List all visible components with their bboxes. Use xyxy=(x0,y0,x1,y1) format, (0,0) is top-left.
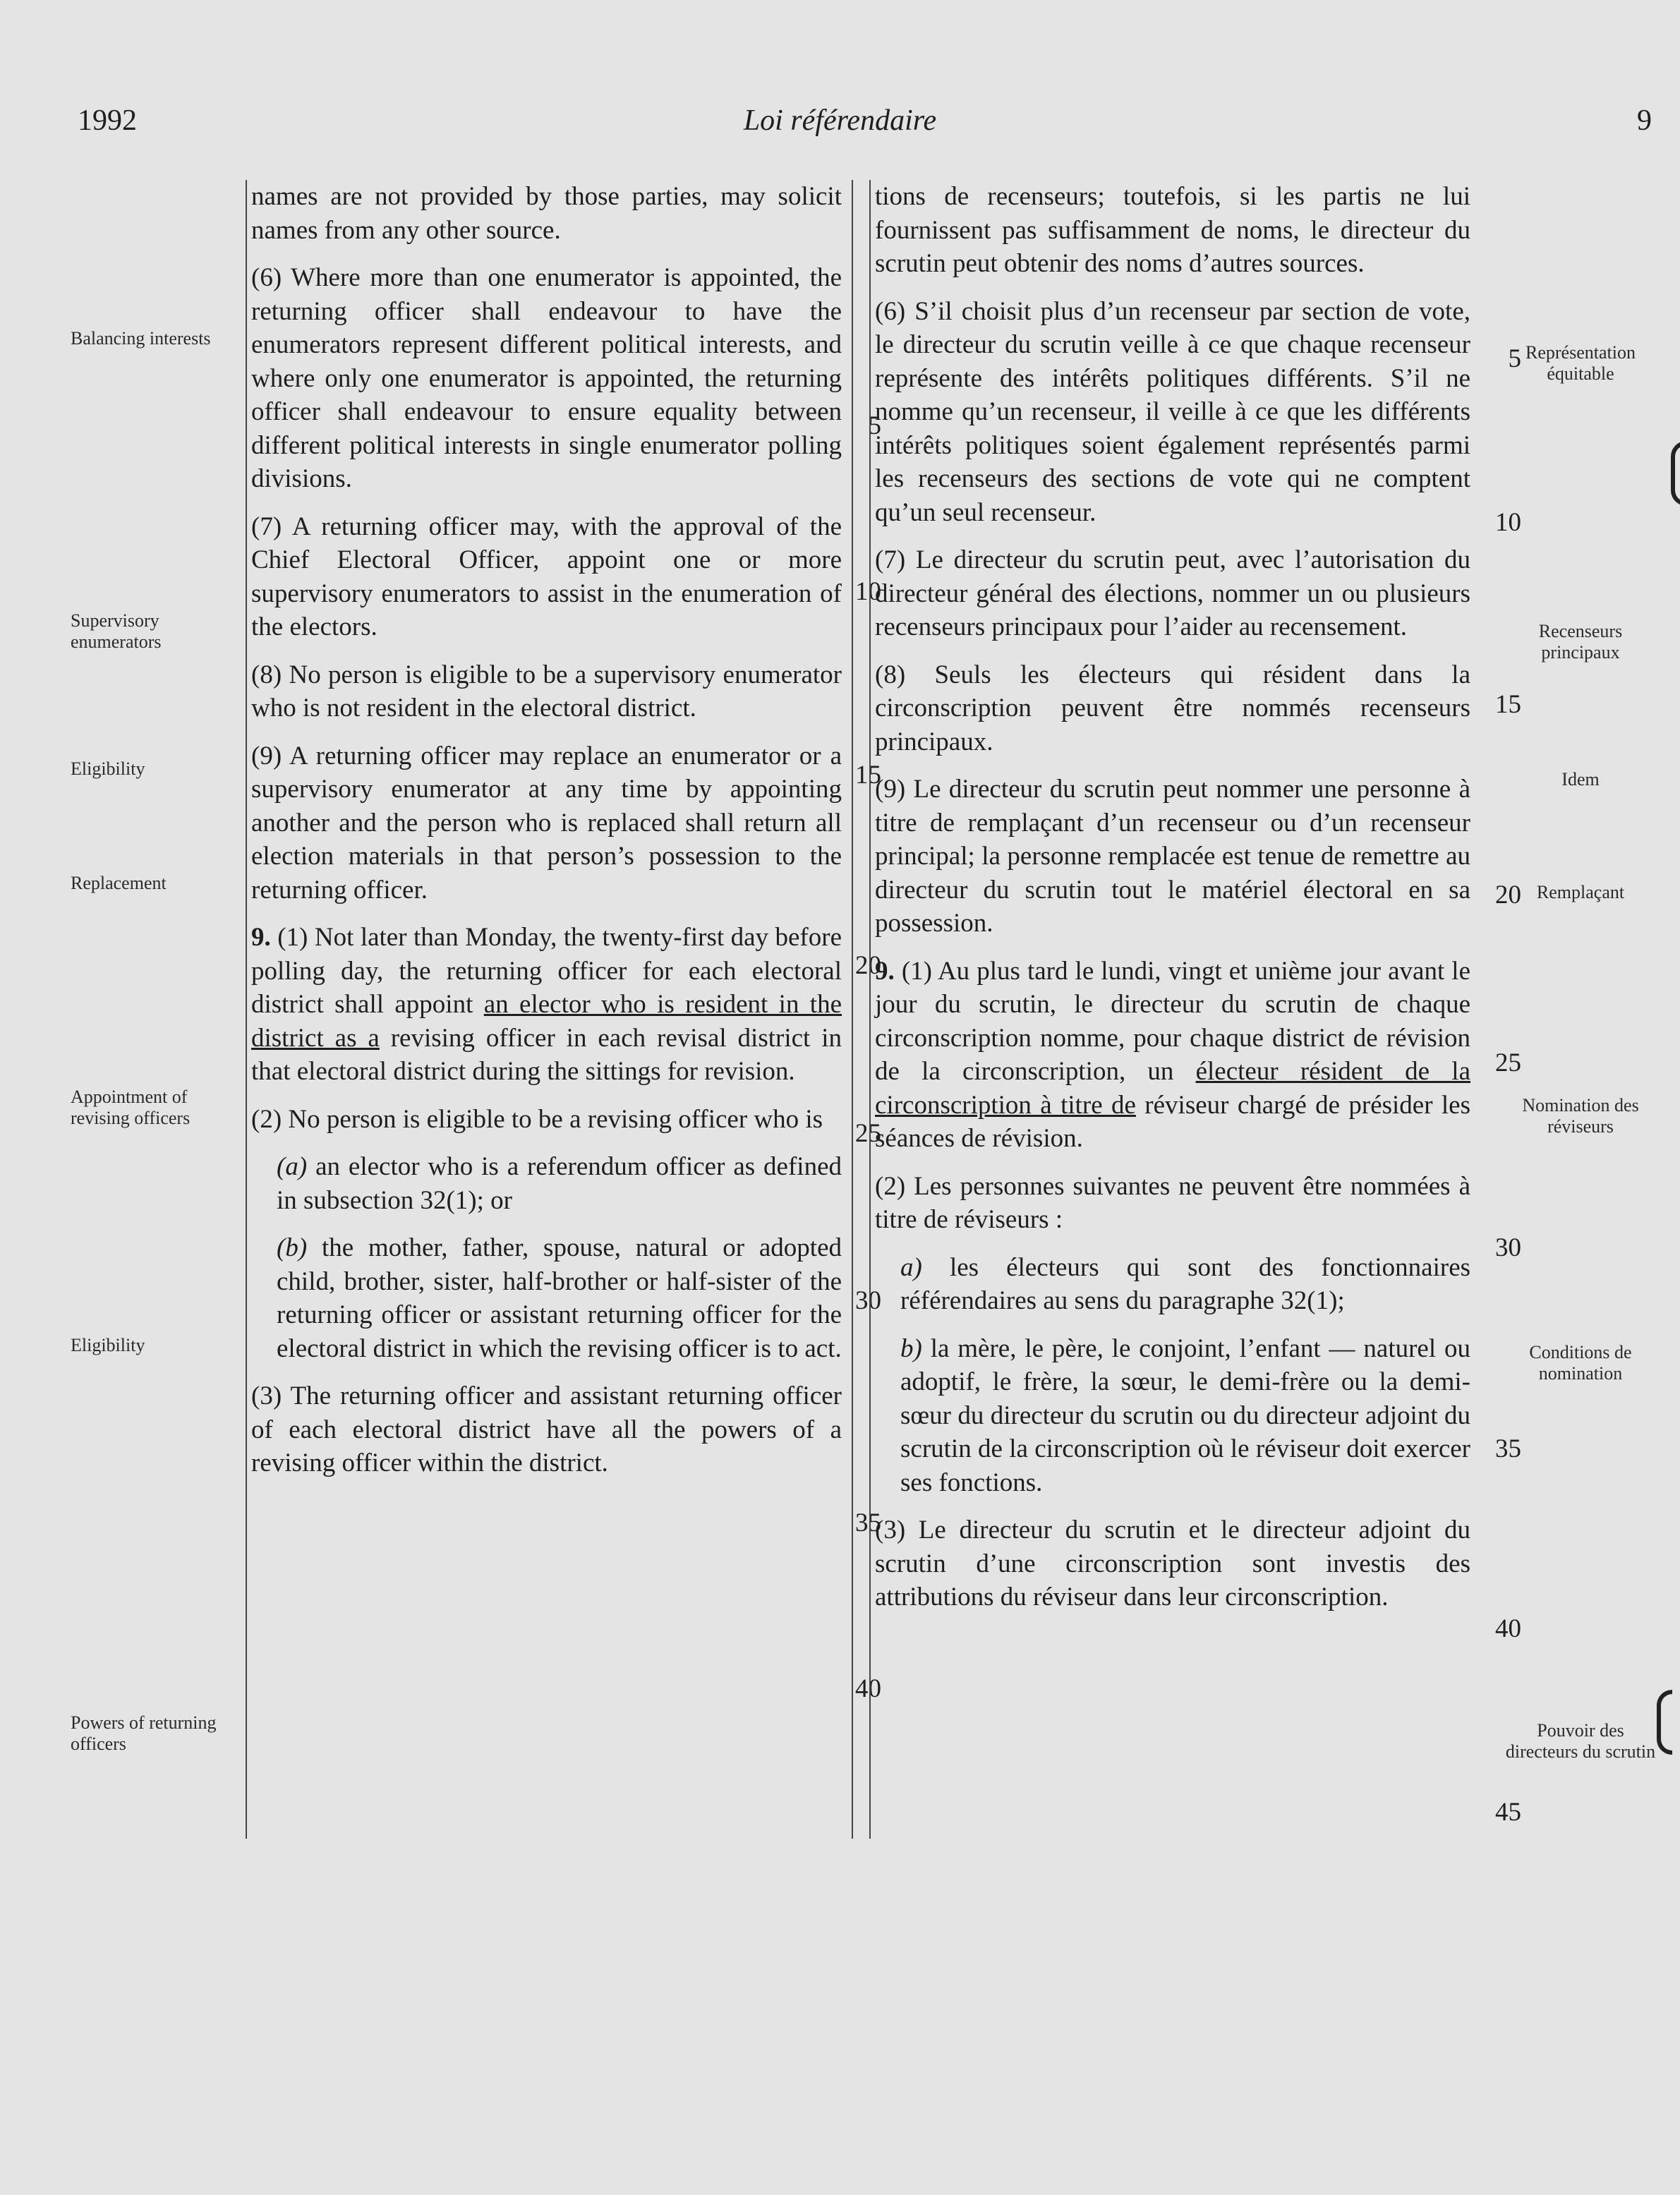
line-number-en-10: 10 xyxy=(855,577,881,606)
section-9-2-a-fr xyxy=(875,1251,1470,1318)
margin-note-pouvoir: Pouvoir des directeurs du scrutin xyxy=(1505,1720,1656,1762)
margin-note-balancing: Balancing interests xyxy=(71,328,211,349)
section-9-1-fr xyxy=(875,955,1470,1156)
margin-note-powers: Powers of returning officers xyxy=(71,1712,217,1754)
margin-note-eligibility-1: Eligibility xyxy=(71,758,145,779)
line-number-fr-35: 35 xyxy=(1495,1434,1521,1463)
margin-note-representation: Représentation équitable xyxy=(1525,342,1636,384)
paragraph-8-en: (8) No person is eligible to be a supervisory enumerator who is not resident in the electoral district. xyxy=(251,660,842,722)
english-column xyxy=(246,180,881,1839)
section-number-en: 9. xyxy=(251,923,271,952)
section-number-fr: 9. xyxy=(875,956,895,986)
paragraph-7-fr: (7) Le directeur du scrutin peut, avec l’autorisation du directeur général des élections, nommer un ou plusieurs recenseurs principaux pour l’aider au recensement. xyxy=(875,545,1470,641)
item-b-label-en: (b) xyxy=(277,1233,308,1262)
margin-note-appointment: Appointment of revising officers xyxy=(71,1087,191,1128)
item-a-text-fr: les électeurs qui sont des fonctionnaires référendaires au sens du paragraphe 32(1); xyxy=(900,1252,1471,1315)
section-9-2-b-fr xyxy=(875,1332,1470,1500)
section-9-1-underlined-en: an elector who is resident in the district as a xyxy=(251,990,842,1053)
margin-note-idem: Idem xyxy=(1561,769,1600,790)
french-column xyxy=(869,180,1521,1839)
binder-clip-icon xyxy=(1657,1690,1672,1755)
paragraph-9-fr: (9) Le directeur du scrutin peut nommer une personne à titre de remplaçant d’un recenseur ou d’un recenseur principal; la personne remplacée est tenue de remettre au directeur du scrutin tout le matériel électoral en sa possession. xyxy=(875,775,1470,938)
margin-note-eligibility-2: Eligibility xyxy=(71,1335,145,1355)
section-9-3-en: (3) The returning officer and assistant returning officer of each electoral district have all the powers of a revising officer within the district. xyxy=(251,1381,842,1477)
section-9-2-b-en xyxy=(251,1231,842,1365)
header-year: 1992 xyxy=(78,104,137,137)
section-9-1-text-a-fr: (1) Au plus tard le lundi, vingt et unième jour avant le jour du scrutin, le directeur du scrutin de chaque circonscription nomme, pour chaque district de révision de la circonscription, un xyxy=(875,956,1470,1086)
line-number-fr-40: 40 xyxy=(1495,1614,1521,1643)
paragraph-intro-fr: tions de recenseurs; toutefois, si les partis ne lui fournissent pas suffisamment de noms, le directeur du scrutin peut obtenir des noms d’autres sources. xyxy=(875,182,1470,278)
line-number-fr-5: 5 xyxy=(1508,344,1521,373)
paragraph-6-en: (6) Where more than one enumerator is appointed, the returning officer shall endeavour to have the enumerators represent different political interests, and where only one enumerator is appointed, the returning officer shall endeavour to ensure equality between different political interests in single enumerator polling divisions. xyxy=(251,263,842,493)
item-b-label-fr: b) xyxy=(900,1334,922,1363)
line-number-fr-25: 25 xyxy=(1495,1048,1521,1077)
line-number-en-40: 40 xyxy=(855,1674,881,1703)
item-a-label-fr: a) xyxy=(900,1252,922,1282)
paragraph-intro-en: names are not provided by those parties, may solicit names from any other source. xyxy=(251,182,842,245)
margin-note-recenseurs: Recenseurs principaux xyxy=(1538,621,1623,663)
section-9-1-text-b-en: revising officer in each revisal district in that electoral district during the sittings for revision. xyxy=(251,1023,842,1086)
line-number-fr-15: 15 xyxy=(1495,690,1521,719)
margin-note-replacement: Replacement xyxy=(71,873,167,893)
paragraph-6-fr: (6) S’il choisit plus d’un recenseur par section de vote, le directeur du scrutin veille à ce que chaque recenseur représente des intérêts politiques différents. S’il ne nomme qu’un recenseur, il veille à ce que les différents intérêts politiques soient également représentés parmi les recenseurs des sections de vote qui ne comptent qu’un seul recenseur. xyxy=(875,296,1470,527)
item-a-text-en: an elector who is a referendum officer as defined in subsection 32(1); or xyxy=(277,1152,842,1215)
paragraph-7-en: (7) A returning officer may, with the approval of the Chief Electoral Officer, appoint one or more supervisory enumerators to assist in the enumeration of the electors. xyxy=(251,512,842,641)
line-number-en-5: 5 xyxy=(868,411,881,440)
line-number-fr-20: 20 xyxy=(1495,881,1521,909)
binder-clip-icon xyxy=(1671,441,1680,506)
section-9-2-fr: (2) Les personnes suivantes ne peuvent être nommées à titre de réviseurs : xyxy=(875,1171,1470,1234)
item-b-text-en: the mother, father, spouse, natural or adopted child, brother, sister, half-brother or half-sister of the returning officer or assistant returning officer for the electoral district in which the revising officer is to act. xyxy=(277,1233,842,1363)
section-9-1-text-a-en: (1) Not later than Monday, the twenty-first day before polling day, the returning officer for each electoral district shall appoint xyxy=(251,923,842,1019)
line-number-en-25: 25 xyxy=(855,1119,881,1148)
item-a-label-en: (a) xyxy=(277,1152,308,1181)
item-b-text-fr: la mère, le père, le conjoint, l’enfant — naturel ou adoptif, le frère, la sœur, le demi-frère ou la demi-sœur du directeur du scrutin ou du directeur adjoint du scrutin de la circonscription où le réviseur doit exercer ses fonctions. xyxy=(900,1334,1470,1497)
header-page-number: 9 xyxy=(1637,104,1652,137)
margin-note-remplacant: Remplaçant xyxy=(1536,882,1625,902)
margin-note-supervisory: Supervisory enumerators xyxy=(71,610,162,652)
section-9-2-a-en xyxy=(251,1150,842,1217)
line-number-en-20: 20 xyxy=(855,951,881,980)
paragraph-8-fr: (8) Seuls les électeurs qui résident dans la circonscription peuvent être nommés recenseurs principaux. xyxy=(875,660,1470,756)
line-number-en-30: 30 xyxy=(855,1286,881,1315)
section-9-2-en: (2) No person is eligible to be a revising officer who is xyxy=(251,1104,823,1134)
header-title: Loi référendaire xyxy=(743,104,937,137)
margin-note-nomination: Nomination des réviseurs xyxy=(1522,1095,1639,1137)
line-number-en-35: 35 xyxy=(855,1508,881,1537)
section-9-1-text-b-fr: réviseur chargé de présider les séances de révision. xyxy=(875,1090,1471,1153)
section-9-1-en xyxy=(251,921,842,1089)
line-number-fr-10: 10 xyxy=(1495,508,1521,537)
line-number-fr-45: 45 xyxy=(1495,1798,1521,1827)
paragraph-9-en: (9) A returning officer may replace an enumerator or a supervisory enumerator at any time by appointing another and the person who is replaced shall return all election materials in that person’s possession to the returning officer. xyxy=(251,741,842,905)
section-9-3-fr: (3) Le directeur du scrutin et le directeur adjoint du scrutin d’une circonscription sont investis des attributions du réviseur dans leur circonscription. xyxy=(875,1516,1470,1612)
line-number-fr-30: 30 xyxy=(1495,1233,1521,1262)
margin-note-conditions: Conditions de nomination xyxy=(1529,1342,1632,1384)
line-number-en-15: 15 xyxy=(855,761,881,790)
section-9-1-underlined-fr: électeur résident de la circonscription à titre de xyxy=(875,1057,1470,1120)
